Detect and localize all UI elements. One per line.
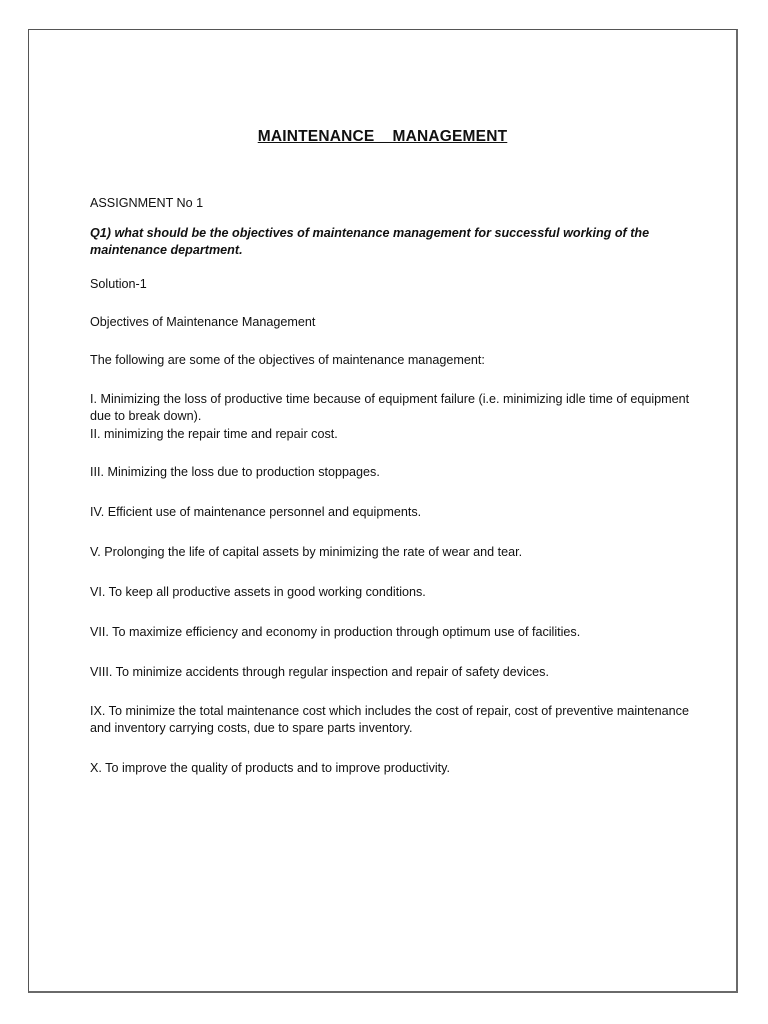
assignment-label: ASSIGNMENT No 1: [90, 196, 204, 210]
question-text: Q1) what should be the objectives of maintenance management for successful working of the maintenance department.: [90, 226, 650, 257]
objective-item: VI. To keep all productive assets in good working conditions.: [90, 585, 426, 599]
objective-item: X. To improve the quality of products and to improve productivity.: [90, 761, 451, 775]
objective-item: IX. To minimize the total maintenance cost which includes the cost of repair, cost of preventive maintenance and inventory carrying costs, due to spare parts inventory.: [90, 704, 689, 735]
objective-item: VIII. To minimize accidents through regular inspection and repair of safety devices.: [90, 665, 549, 679]
solution-label: Solution-1: [90, 277, 147, 291]
document-page: [28, 29, 738, 993]
intro-text: The following are some of the objectives of maintenance management:: [90, 353, 485, 367]
objective-item: II. minimizing the repair time and repair cost.: [90, 427, 338, 441]
objective-item: I. Minimizing the loss of productive time because of equipment failure (i.e. minimizing idle time of equipment due to break down).: [90, 392, 690, 423]
objective-item: IV. Efficient use of maintenance personnel and equipments.: [90, 505, 422, 519]
objective-item: VII. To maximize efficiency and economy in production through optimum use of facilities.: [90, 625, 581, 639]
objective-item: V. Prolonging the life of capital assets by minimizing the rate of wear and tear.: [90, 545, 523, 559]
document-title: MAINTENANCE MANAGEMENT: [257, 128, 508, 145]
objectives-heading: Objectives of Maintenance Management: [90, 315, 316, 329]
objective-item: III. Minimizing the loss due to production stoppages.: [90, 465, 380, 479]
